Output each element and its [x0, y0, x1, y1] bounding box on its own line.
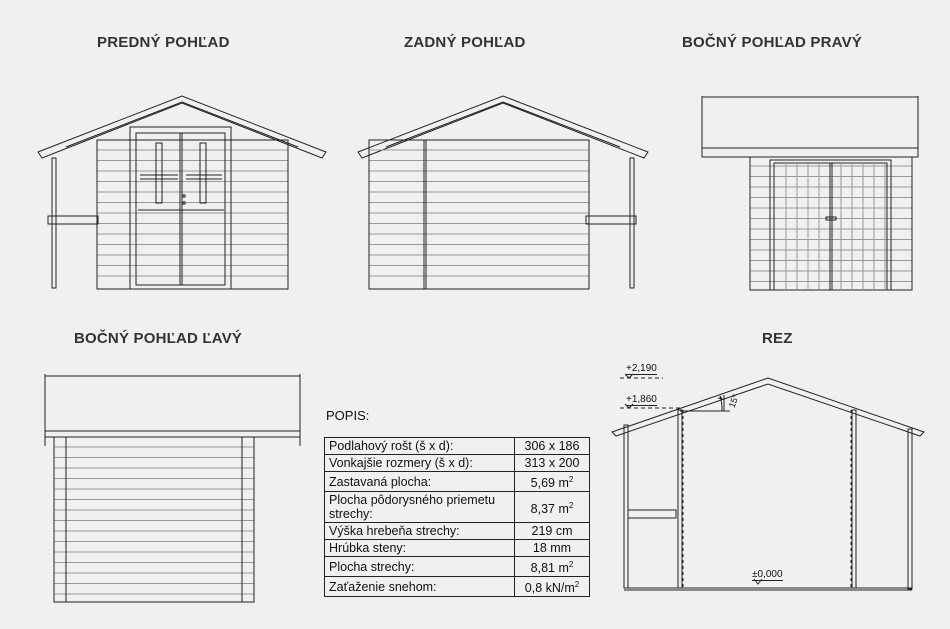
back-wall-logs: [369, 150, 589, 276]
description-row: [325, 557, 590, 577]
description-row: [325, 472, 590, 492]
description-row: [325, 438, 590, 455]
description-table: [324, 437, 590, 597]
description-row: [325, 540, 590, 557]
left-side-wall-logs: [54, 447, 254, 594]
level-ridge-label: +2,190: [626, 363, 657, 374]
back-view-drawing: [358, 96, 648, 289]
front-view-title: PREDNÝ POHĽAD: [97, 34, 230, 51]
description-value: 313 x 200: [515, 455, 590, 472]
back-view-title: ZADNÝ POHĽAD: [404, 34, 526, 51]
right-side-view-title: BOČNÝ POHĽAD PRAVÝ: [682, 34, 863, 51]
description-value: 5,69 $m^2$: [515, 472, 590, 492]
description-value: 18 mm: [515, 540, 590, 557]
description-value: 8,81 $m^2$: [515, 557, 590, 577]
description-row: [325, 523, 590, 540]
description-value: 0,8 $kN/m^2$: [515, 577, 590, 597]
description-value: 8,37 $m^2$: [515, 492, 590, 523]
description-label: Plocha strechy:: [325, 557, 515, 577]
description-value: 219 cm: [515, 523, 590, 540]
description-label: Vonkajšie rozmery (š x d):: [325, 455, 515, 472]
description-label: Podlahový rošt (š x d):: [325, 438, 515, 455]
front-view-drawing: [38, 96, 326, 289]
description-title: POPIS:: [326, 408, 370, 423]
left-side-view-title: BOČNÝ POHĽAD ĽAVÝ: [74, 330, 243, 347]
description-row: [325, 492, 590, 523]
front-wall-logs: [97, 150, 288, 276]
level-eave-label: +1,860: [626, 394, 657, 405]
description-row: [325, 455, 590, 472]
roof-angle-label: 15°: [726, 392, 741, 410]
left-side-view-drawing: [45, 374, 300, 602]
description-label: Výška hrebeňa strechy:: [325, 523, 515, 540]
description-label: Zaťaženie snehom:: [325, 577, 515, 597]
description-label: Hrúbka steny:: [325, 540, 515, 557]
description-label: Zastavaná plocha:: [325, 472, 515, 492]
description-row: [325, 577, 590, 597]
section-view-drawing: [612, 374, 924, 590]
section-view-title: REZ: [762, 330, 793, 347]
description-label: Plocha pôdorysného priemetu strechy:: [325, 492, 515, 523]
right-side-view-drawing: [702, 96, 918, 290]
description-value: 306 x 186: [515, 438, 590, 455]
level-floor-label: ±0,000: [752, 569, 783, 580]
